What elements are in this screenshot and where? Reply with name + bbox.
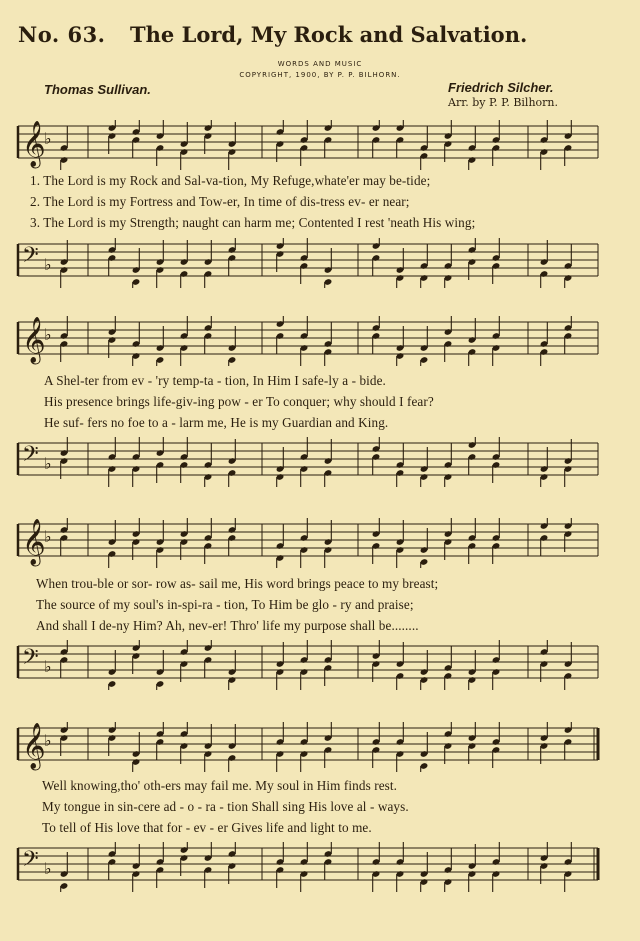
composer-name: Friedrich Silcher. [448, 80, 554, 95]
treble-clef-icon: 𝄞 [22, 723, 46, 769]
flat-icon: ♭ [44, 325, 52, 344]
bass-clef-icon: 𝄢 [22, 243, 39, 273]
treble-clef-icon: 𝄞 [22, 317, 46, 363]
lyric-line: The source of my soul's in-spi-ra - tion, To Him be glo - ry and praise; [36, 597, 414, 612]
flat-icon: ♭ [44, 129, 52, 148]
lyric-line: He suf- fers no foe to a - larm me, He is my Guardian and King. [44, 415, 389, 430]
flat-icon: ♭ [44, 527, 52, 546]
bass-clef-icon: 𝄢 [22, 645, 39, 675]
bass-staff [0, 238, 640, 288]
lyric-line: His presence brings life-giv-ing pow - er To conquer; why should I fear? [44, 394, 434, 409]
lyric-line: A Shel-ter from ev - 'ry temp-ta - tion, In Him I safe-ly a - bide. [44, 373, 386, 388]
treble-staff [0, 120, 640, 170]
treble-staff [0, 722, 640, 772]
flat-icon: ♭ [44, 454, 52, 473]
bass-staff [0, 842, 640, 892]
lyric-line: 3. The Lord is my Strength; naught can harm me; Contented I rest 'neath His wing; [30, 215, 476, 230]
bass-clef-icon: 𝄢 [22, 847, 39, 877]
lyric-line: 2. The Lord is my Fortress and Tow-er, In time of dis-tress ev- er near; [30, 194, 410, 209]
credit-line-1: WORDS AND MUSIC [277, 60, 363, 68]
flat-icon: ♭ [44, 657, 52, 676]
lyric-line: And shall I de-ny Him? Ah, nev-er! Thro' life my purpose shall be........ [36, 618, 419, 633]
treble-clef-icon: 𝄞 [22, 519, 46, 565]
hymn-number: No. 63. [18, 22, 106, 47]
lyric-line: When trou-ble or sor- row as- sail me, His word brings peace to my breast; [36, 576, 439, 591]
lyric-line: To tell of His love that for - ev - er Gives life and light to me. [42, 820, 372, 835]
treble-staff [0, 316, 640, 366]
flat-icon: ♭ [44, 859, 52, 878]
flat-icon: ♭ [44, 731, 52, 750]
bass-staff [0, 640, 640, 690]
lyric-line: My tongue in sin-cere ad - o - ra - tion Shall sing His love al - ways. [42, 799, 409, 814]
treble-staff [0, 518, 640, 568]
author-name: Thomas Sullivan. [44, 82, 151, 97]
hymn-title: The Lord, My Rock and Salvation. [130, 22, 528, 47]
credit-line-2: COPYRIGHT, 1900, BY P. P. BILHORN. [239, 71, 401, 79]
lyric-line: 1. The Lord is my Rock and Sal-va-tion, My Refuge,whate'er may be-tide; [30, 173, 431, 188]
bass-staff [0, 437, 640, 487]
lyric-line: Well knowing,tho' oth-ers may fail me. My soul in Him finds rest. [42, 778, 398, 793]
arranger-name: Arr. by P. P. Bilhorn. [448, 96, 558, 109]
flat-icon: ♭ [44, 255, 52, 274]
bass-clef-icon: 𝄢 [22, 442, 39, 472]
treble-clef-icon: 𝄞 [22, 121, 46, 167]
